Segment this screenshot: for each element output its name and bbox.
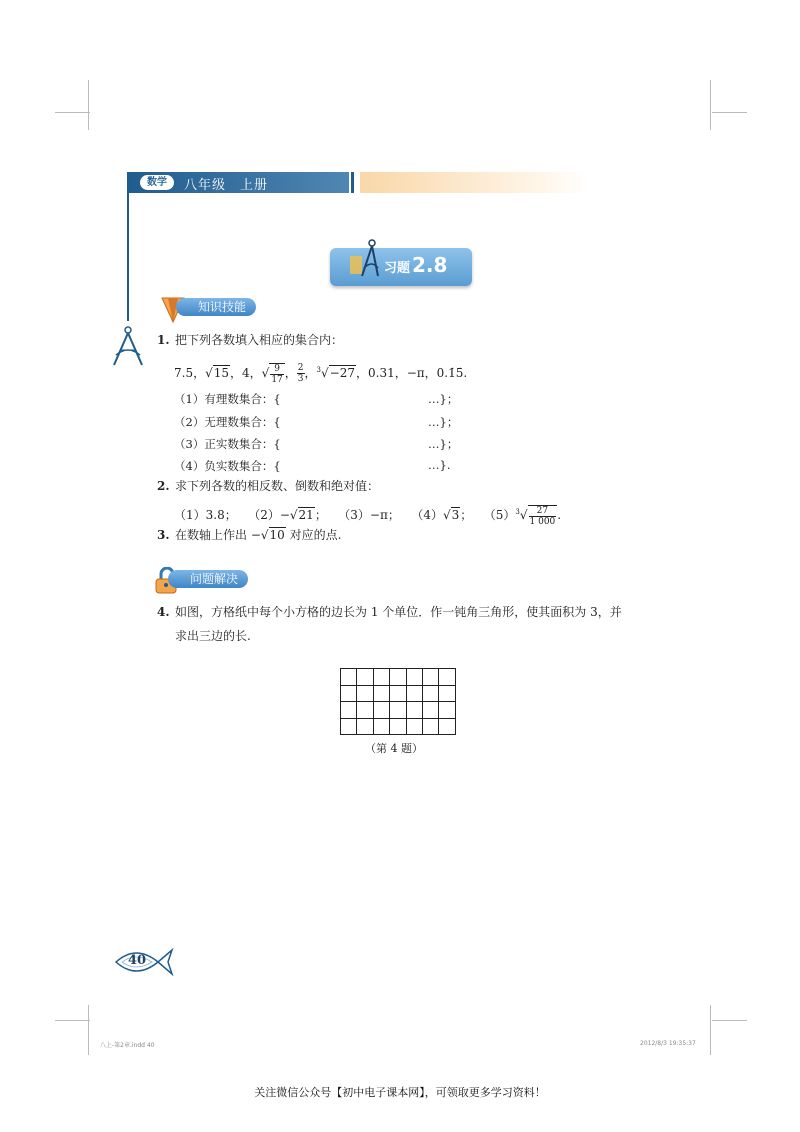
radicand: 21 <box>298 508 314 522</box>
footer-note: 关注微信公众号【初中电子课本网】，可领取更多学习资料！ <box>254 1086 546 1099</box>
root-index: 3 <box>316 366 322 374</box>
crop-mark <box>88 80 89 130</box>
sqrt-symbol: √ <box>260 528 269 542</box>
set-rational: （1）有理数集合：{ <box>174 392 281 406</box>
grid-cell <box>406 669 422 686</box>
grid-cell <box>406 718 422 735</box>
grid-row <box>341 669 456 686</box>
part-1: （1）3.8； <box>174 508 237 522</box>
grid-row <box>341 685 456 702</box>
grid-cell <box>390 702 406 719</box>
grid-cell <box>357 702 373 719</box>
question-text: 求下列各数的相反数、倒数和绝对值： <box>175 479 380 493</box>
part-sep: ； <box>460 508 473 522</box>
grid-cell <box>422 718 438 735</box>
part-2: （2）− <box>248 508 290 522</box>
crop-mark <box>710 1005 711 1055</box>
header-accent-band <box>360 172 590 193</box>
num-text: ， <box>284 366 297 380</box>
print-info-right: 2012/8/3 19:35:37 <box>640 1040 696 1047</box>
set-positive-end: …}； <box>428 437 459 451</box>
numerator: 9 <box>270 364 283 375</box>
part-sep: ； <box>314 508 327 522</box>
question-text: 把下列各数填入相应的集合内： <box>175 333 344 347</box>
question-text: 如图，方格纸中每个小方格的边长为 1 个单位．作一钝角三角形，使其面积为 3，并 <box>175 605 622 619</box>
crop-mark <box>712 112 747 113</box>
crop-mark <box>55 112 90 113</box>
grid-figure <box>340 668 456 735</box>
part-4: （4） <box>411 508 443 522</box>
radicand: 15 <box>213 366 230 380</box>
grid-cell <box>373 718 389 735</box>
grid-cell <box>373 669 389 686</box>
exercise-label: 习题 <box>384 261 411 276</box>
grid-cell <box>341 669 357 686</box>
num-text: ，0.31，−π，0.1̇5̇. <box>356 366 468 380</box>
question-4-line2: 求出三边的长. <box>175 629 251 643</box>
question-1 <box>157 332 343 348</box>
q1-number-list <box>174 358 467 385</box>
figure-caption: （第 4 题） <box>365 742 423 755</box>
root-index: 3 <box>515 508 520 516</box>
grid-cell <box>390 685 406 702</box>
sqrt-symbol: √ <box>261 366 270 380</box>
sqrt-symbol: √ <box>321 366 329 380</box>
header-separator <box>351 172 354 193</box>
set-rational-end: …}； <box>428 392 459 406</box>
grade-label: 八年级 上册 <box>184 178 269 193</box>
grid-cell <box>373 702 389 719</box>
set-negative: （4）负实数集合：{ <box>174 459 281 473</box>
crop-mark <box>88 1005 89 1055</box>
question-3 <box>157 527 341 543</box>
grid-cell <box>439 702 455 719</box>
numerator: 2 <box>297 363 304 373</box>
compass-icon <box>342 236 386 280</box>
grid-row <box>341 718 456 735</box>
fraction <box>528 505 558 527</box>
part-5: （5） <box>483 508 516 522</box>
question-4 <box>157 604 622 620</box>
grid-cell <box>422 669 438 686</box>
sqrt-symbol: √ <box>205 366 213 380</box>
part-sep: . <box>557 508 562 522</box>
grid-cell <box>341 685 357 702</box>
grid-cell <box>439 685 455 702</box>
sqrt-symbol: √ <box>519 508 528 522</box>
crop-mark <box>55 1020 90 1021</box>
grid-cell <box>373 685 389 702</box>
fraction <box>297 363 305 384</box>
denominator: 17 <box>271 374 283 385</box>
grid-cell <box>341 702 357 719</box>
radicand: −27 <box>329 366 355 380</box>
grid-cell <box>422 685 438 702</box>
part-3: （3）−π； <box>338 508 400 522</box>
subject-badge: 数学 <box>140 175 174 190</box>
denominator: 1 000 <box>529 516 556 527</box>
radicand: 10 <box>269 528 285 542</box>
crop-mark <box>712 1020 747 1021</box>
q2-parts <box>174 501 561 527</box>
radicand: 3 <box>451 508 460 522</box>
set-irrational: （2）无理数集合：{ <box>174 415 281 429</box>
print-info-left: 八上-第2章.indd 40 <box>100 1042 155 1049</box>
grid-cell <box>439 669 455 686</box>
grid-cell <box>341 718 357 735</box>
num-text: 7.5， <box>174 366 206 380</box>
page-number: 40 <box>128 953 147 968</box>
sqrt-symbol: √ <box>289 508 298 522</box>
question-2 <box>157 478 379 494</box>
exercise-title <box>384 253 447 277</box>
set-irrational-end: …}； <box>428 415 459 429</box>
set-negative-end: …}. <box>428 458 451 472</box>
grid-cell <box>406 702 422 719</box>
section-pill-problems: 问题解决 <box>168 570 248 588</box>
crop-mark <box>710 80 711 130</box>
question-text: 对应的点. <box>285 528 342 542</box>
compass-margin-icon <box>108 325 148 367</box>
exercise-number: 2.8 <box>412 253 448 277</box>
grid-cell <box>390 669 406 686</box>
grid-cell <box>357 685 373 702</box>
grid-cell <box>357 718 373 735</box>
margin-rule <box>127 193 129 321</box>
grid-cell <box>406 685 422 702</box>
num-text: ，4， <box>230 366 262 380</box>
question-text: 在数轴上作出 − <box>175 528 261 542</box>
question-number: 3. <box>157 528 170 542</box>
grid-cell <box>422 702 438 719</box>
num-text: ， <box>304 366 317 380</box>
grid-row <box>341 702 456 719</box>
grid-cell <box>390 718 406 735</box>
section-pill-skills: 知识技能 <box>176 298 256 316</box>
fraction <box>269 363 284 385</box>
set-positive: （3）正实数集合：{ <box>174 437 281 451</box>
question-number: 1. <box>157 333 170 347</box>
numerator: 27 <box>529 506 557 517</box>
sqrt-symbol: √ <box>442 508 451 522</box>
grid-cell <box>357 669 373 686</box>
denominator: 3 <box>297 374 304 384</box>
question-number: 2. <box>157 479 170 493</box>
grid-cell <box>439 718 455 735</box>
question-number: 4. <box>157 605 170 619</box>
